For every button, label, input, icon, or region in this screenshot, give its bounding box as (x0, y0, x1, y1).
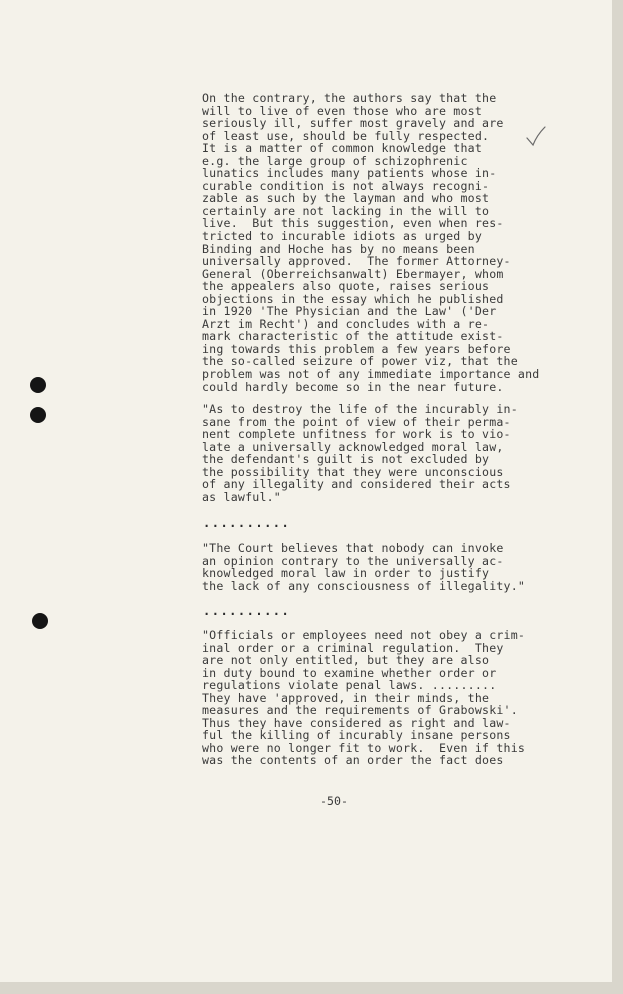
text-line: "As to destroy the life of the incurably in- (202, 402, 518, 416)
punch-hole-top (30, 377, 46, 393)
text-line: Thus they have considered as right and law- (202, 715, 511, 730)
text-line: measures and the requirements of Grabowski'. (202, 703, 518, 718)
text-line: zable as such by the layman and who most (202, 191, 490, 206)
text-line: are not only entitled, but they are also (202, 653, 490, 668)
page-number: -50- (320, 794, 348, 808)
text-line: knowledged moral law in order to justify (202, 566, 490, 581)
quote-2 (202, 542, 525, 592)
text-line: General (Oberreichsanwalt) Ebermayer, whom (202, 266, 504, 281)
text-line: ful the killing of incurably insane persons (202, 728, 511, 743)
text-line: the lack of any consciousness of illegality." (202, 578, 526, 593)
text-line: curable condition is not always recogni- (202, 178, 490, 193)
text-line: "Officials or employees need not obey a crim- (202, 628, 526, 642)
quote-1 (202, 403, 518, 503)
page-edge-bottom (0, 982, 623, 994)
text-line: problem was not of any immediate importance and (202, 367, 540, 382)
text-line: "The Court believes that nobody can invoke (202, 541, 504, 555)
text-line: universally approved. The former Attorney- (202, 254, 511, 269)
text-line: seriously ill, suffer most gravely and are (202, 116, 504, 131)
text-line: Binding and Hoche has by no means been (202, 241, 475, 256)
text-line: mark characteristic of the attitude exist- (202, 329, 504, 344)
text-line: ing towards this problem a few years before (202, 341, 511, 356)
text-line: regulations violate penal laws. ......... (202, 678, 497, 693)
text-line: as lawful." (202, 489, 281, 504)
punch-hole-bottom (32, 613, 48, 629)
text-line: late a universally acknowledged moral law, (202, 439, 504, 454)
text-line: the so-called seizure of power viz, that the (202, 354, 518, 369)
text-line: an opinion contrary to the universally ac- (202, 553, 504, 568)
text-line: e.g. the large group of schizophrenic (202, 153, 468, 168)
text-line: the defendant's guilt is not excluded by (202, 452, 490, 467)
text-line: On the contrary, the authors say that the (202, 91, 497, 105)
text-line: Arzt im Recht') and concludes with a re- (202, 316, 490, 331)
text-line: in 1920 'The Physician and the Law' ('Der (202, 304, 497, 319)
page-edge-right (612, 0, 623, 994)
text-line: objections in the essay which he published (202, 291, 504, 306)
punch-hole-middle (30, 407, 46, 423)
ellipsis-separator-1: .......... (203, 516, 291, 530)
text-line: who were no longer fit to work. Even if this (202, 740, 526, 755)
text-line: the appealers also quote, raises serious (202, 279, 490, 294)
text-line: was the contents of an order the fact does (202, 753, 504, 768)
text-line: of least use, should be fully respected. (202, 128, 490, 143)
text-line: They have 'approved, in their minds, the (202, 690, 490, 705)
text-line: will to live of even those who are most (202, 103, 483, 118)
text-line: lunatics includes many patients whose in- (202, 166, 497, 181)
text-line: certainly are not lacking in the will to (202, 203, 490, 218)
text-line: nent complete unfitness for work is to vio- (202, 427, 511, 442)
paragraph-1 (202, 92, 539, 393)
text-line: tricted to incurable idiots as urged by (202, 229, 483, 244)
text-line: sane from the point of view of their perma- (202, 414, 511, 429)
ellipsis-separator-2: .......... (203, 604, 291, 618)
text-line: It is a matter of common knowledge that (202, 141, 483, 156)
quote-3 (202, 629, 525, 767)
text-line: in duty bound to examine whether order or (202, 665, 497, 680)
text-line: could hardly become so in the near future. (202, 379, 504, 394)
text-line: inal order or a criminal regulation. They (202, 640, 504, 655)
text-line: the possibility that they were unconscious (202, 464, 504, 479)
text-line: live. But this suggestion, even when res- (202, 216, 504, 231)
text-line: of any illegality and considered their acts (202, 477, 511, 492)
